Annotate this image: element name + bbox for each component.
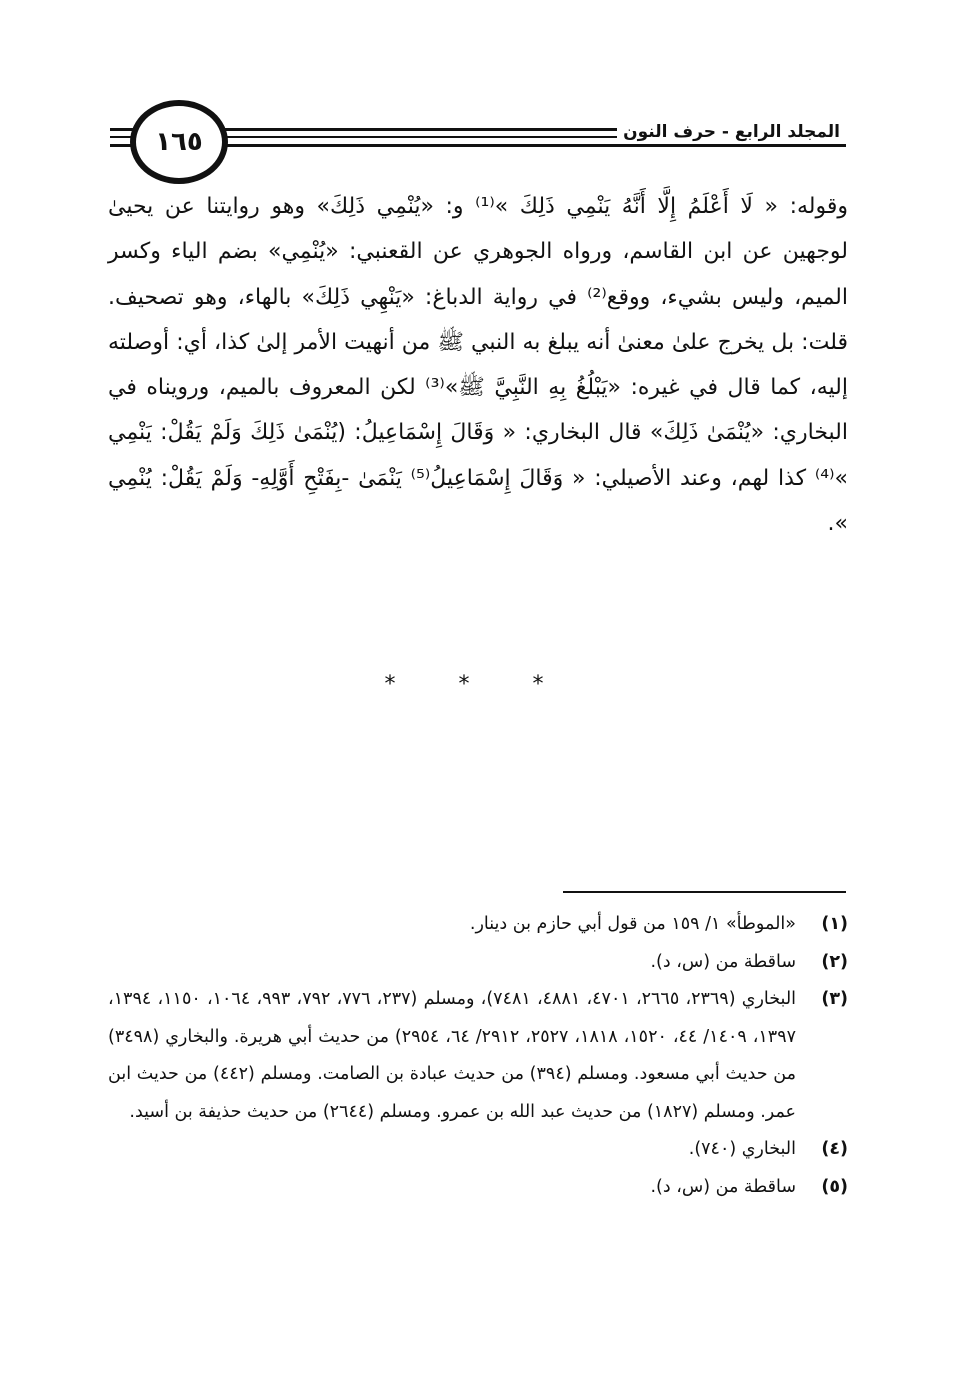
footnote-text: البخاري (٧٤٠). <box>688 1139 796 1159</box>
page-header <box>0 100 956 180</box>
footnote-number: (٢) <box>821 951 848 972</box>
footnote-text: البخاري (٢٣٦٩، ٢٦٦٥، ٤٧٠١، ٤٨٨١، ٧٤٨١)، ومسلم (٢٣٧، ٧٧٦، ٧٩٢، ٩٩٣، ١٠٦٤، ١١٥٠، ١٣٩٤، ١٣٩٧، ١٤٠٩/ ٤٤، ١٥٢٠، ١٨١٨، ٢٥٢٧، ٢٩١٢/ ٦٤، ٢٩٥٤) من حديث أبي هريرة. والبخاري (٣٤٩٨) من حديث أبي مسعود. ومسلم (٣٩٤) من حديث عبادة بن الصامت. ومسلم (٤٤٢) من حديث ابن عمر. ومسلم (١٨٢٧) من حديث عبد الله بن عمرو. ومسلم (٢٦٤٤) من حديث حذيفة بن أسيد. <box>108 989 797 1122</box>
footnote-number: (٣) <box>821 989 848 1009</box>
footnote-item <box>108 944 848 982</box>
running-title: المجلد الرابع - حرف النون <box>617 122 846 142</box>
footnote-text: ساقطة من (س، د). <box>650 1176 796 1197</box>
footnote-number: (٤) <box>821 1139 848 1159</box>
page-number: ١٦٥ <box>130 100 228 184</box>
footnotes <box>108 906 848 1206</box>
section-separator: * * * <box>384 672 572 697</box>
footnote-number: (٥) <box>821 1176 848 1197</box>
footnote-text: «الموطأ» ١/ ١٥٩ من قول أبي حازم بن دينار. <box>469 914 796 934</box>
body-paragraph: وقوله: « لَا أَعْلَمُ إِلَّا أَنَّهُ يَنْمِي ذَلِكَ »⁽¹⁾ و: «يُنْمِي ذَلِكَ» وهو روايتنا عن يحيىٰ لوجهين عن ابن القاسم، ورواه الجوهري عن القعنبي: «يُنْمِي» بضم الياء وكسر الميم، وليس بشيء، ووقع⁽²⁾ في رواية الدباغ: «يَنْهِي ذَلِكَ» بالهاء، وهو تصحيف. قلت: بل يخرج علىٰ معنىٰ أنه يبلغ به النبي ﷺ من أنهيت الأمر إلىٰ كذا، أي: أوصلته إليه، كما قال في غيره: «يَبْلُغُ بِهِ النَّبِيَّ ﷺ»⁽³⁾ لكن المعروف بالميم، ورويناه في البخاري: «يُنْمَىٰ ذَلِكَ» قال البخاري: « وَقَالَ إِسْمَاعِيلُ: (يُنْمَىٰ ذَلِكَ وَلَمْ يَقُلْ: يَنْمِي »⁽⁴⁾ كذا لهم، وعند الأصيلي: « وَقَالَ إِسْمَاعِيلُ⁽⁵⁾ يَنْمَىٰ -بِفَتْحِ أَوَّلِهِ- وَلَمْ يَقُلْ: يُنْمِي ». <box>108 194 848 537</box>
footnote-item <box>108 1169 848 1207</box>
main-text <box>108 184 848 546</box>
footnote-text: ساقطة من (س، د). <box>650 951 796 972</box>
footnote-rule <box>563 891 846 893</box>
footnote-item <box>108 906 848 944</box>
footnote-number: (١) <box>821 914 848 934</box>
footnote-item <box>108 981 848 1131</box>
footnote-item <box>108 1131 848 1169</box>
